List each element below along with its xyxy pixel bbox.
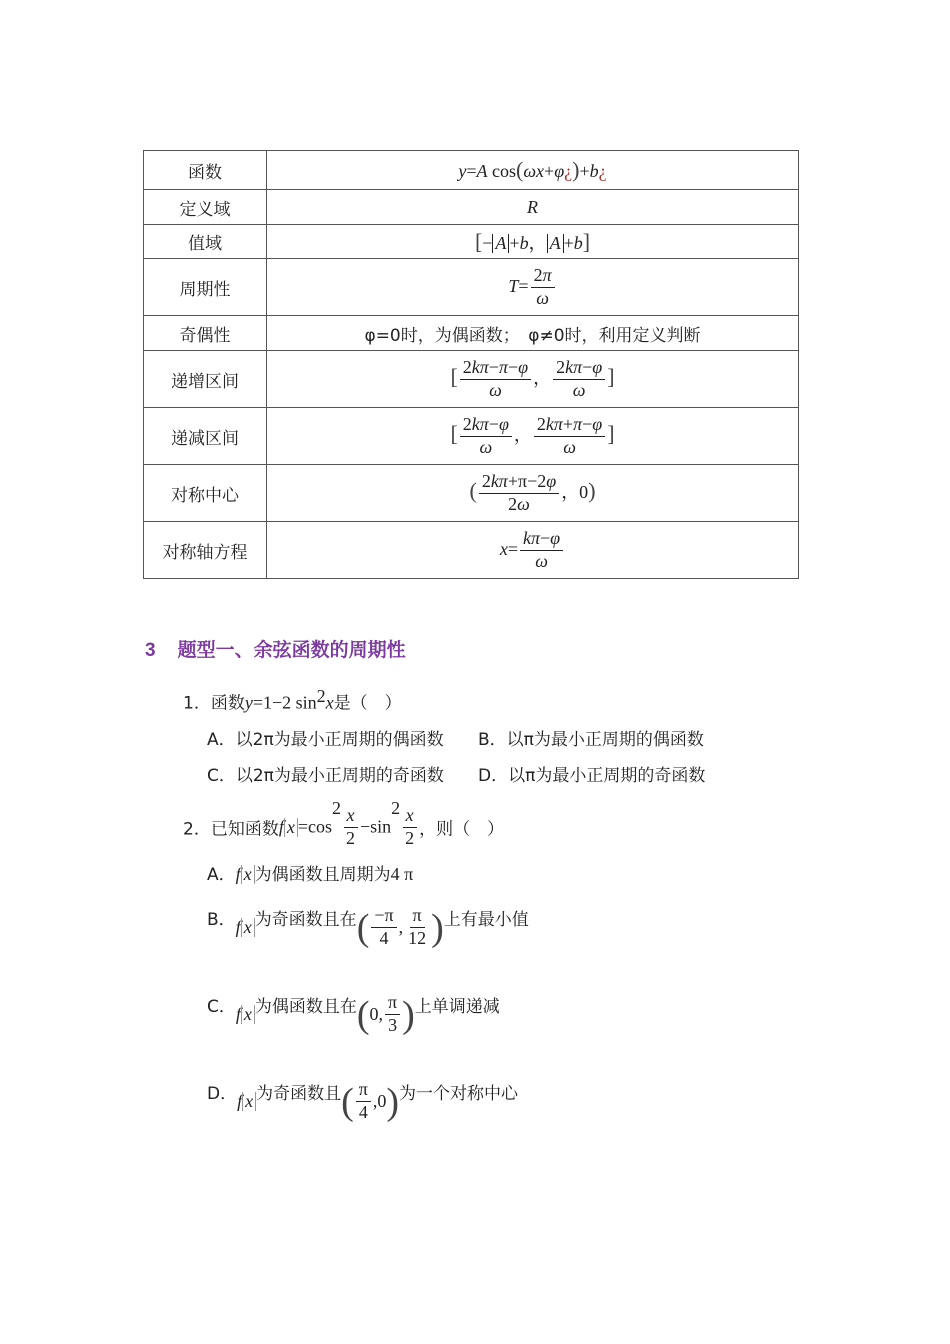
table-row <box>144 190 799 225</box>
q2-option-b[interactable]: B．f x 为奇函数且在( $\frac{-\pi}{4}$ , $\frac{\pi}{12}$ )上有最小值 <box>207 905 529 949</box>
section-title: 题型一、余弦函数的周期性 <box>177 639 406 661</box>
row-name-increasing: 递增区间 <box>144 351 267 408</box>
q2-stem: 2．已知函数f $x =\cos^2$ $\frac{x}{2}$ $-\sin^2$ $\frac{x}{2}$ ，则（ ） <box>183 798 505 848</box>
formula-function: y=A cos(ωx+φ¿)+b¿ <box>267 151 799 190</box>
formula-decreasing: [ $\frac{2k\pi-\varphi}{\omega}$ ， $\frac{2k\pi+\pi-\varphi}{\omega}$ ] <box>267 408 799 465</box>
section-heading <box>145 635 406 662</box>
formula-axis: x= $\frac{k\pi-\varphi}{\omega}$ <box>267 522 799 579</box>
row-name-range: 值域 <box>144 225 267 259</box>
formula-range: [− A +b， A +b] <box>267 225 799 259</box>
formula-domain: R <box>267 190 799 225</box>
q1-option-c[interactable]: C．以2π为最小正周期的奇函数 <box>207 766 444 786</box>
row-name-parity: 奇偶性 <box>144 316 267 351</box>
table-row <box>144 259 799 316</box>
q2-option-a[interactable]: A．f x 为偶函数且周期为4 π <box>207 864 414 885</box>
q1-option-d[interactable]: D．以π为最小正周期的奇函数 <box>478 766 706 786</box>
q1-option-b[interactable]: B．以π为最小正周期的偶函数 <box>478 730 704 750</box>
table-row <box>144 316 799 351</box>
table-row <box>144 465 799 522</box>
table-row <box>144 351 799 408</box>
row-name-axis: 对称轴方程 <box>144 522 267 579</box>
table-row <box>144 522 799 579</box>
cosine-properties-table <box>143 150 799 579</box>
section-number: 3 <box>145 640 156 661</box>
row-name-function: 函数 <box>144 151 267 190</box>
q2-option-c[interactable]: C．f x 为偶函数且在(0, $\frac{\pi}{3}$ )上单调递减 <box>207 992 500 1036</box>
table-row <box>144 408 799 465</box>
row-name-center: 对称中心 <box>144 465 267 522</box>
row-name-domain: 定义域 <box>144 190 267 225</box>
formula-period: T= $\frac{2\pi}{\omega}$ <box>267 259 799 316</box>
table-row <box>144 225 799 259</box>
row-name-decreasing: 递减区间 <box>144 408 267 465</box>
formula-increasing: [ $\frac{2k\pi-\pi-\varphi}{\omega}$ ， $\frac{2k\pi-\varphi}{\omega}$ ] <box>267 351 799 408</box>
q1-stem: 1．函数y=1−2 $\sin^2x$是（ ） <box>183 686 402 714</box>
q2-option-d[interactable]: D．f x 为奇函数且( $\frac{\pi}{4}$ ,0)为一个对称中心 <box>207 1079 519 1123</box>
table-row <box>144 151 799 190</box>
formula-parity: φ=0时，为偶函数； φ≠0时，利用定义判断 <box>267 316 799 351</box>
row-name-period: 周期性 <box>144 259 267 316</box>
formula-center: ( $\frac{2k\pi+\pi-2\varphi}{2\omega}$ ，0) <box>267 465 799 522</box>
q1-option-a[interactable]: A．以2π为最小正周期的偶函数 <box>207 730 444 750</box>
